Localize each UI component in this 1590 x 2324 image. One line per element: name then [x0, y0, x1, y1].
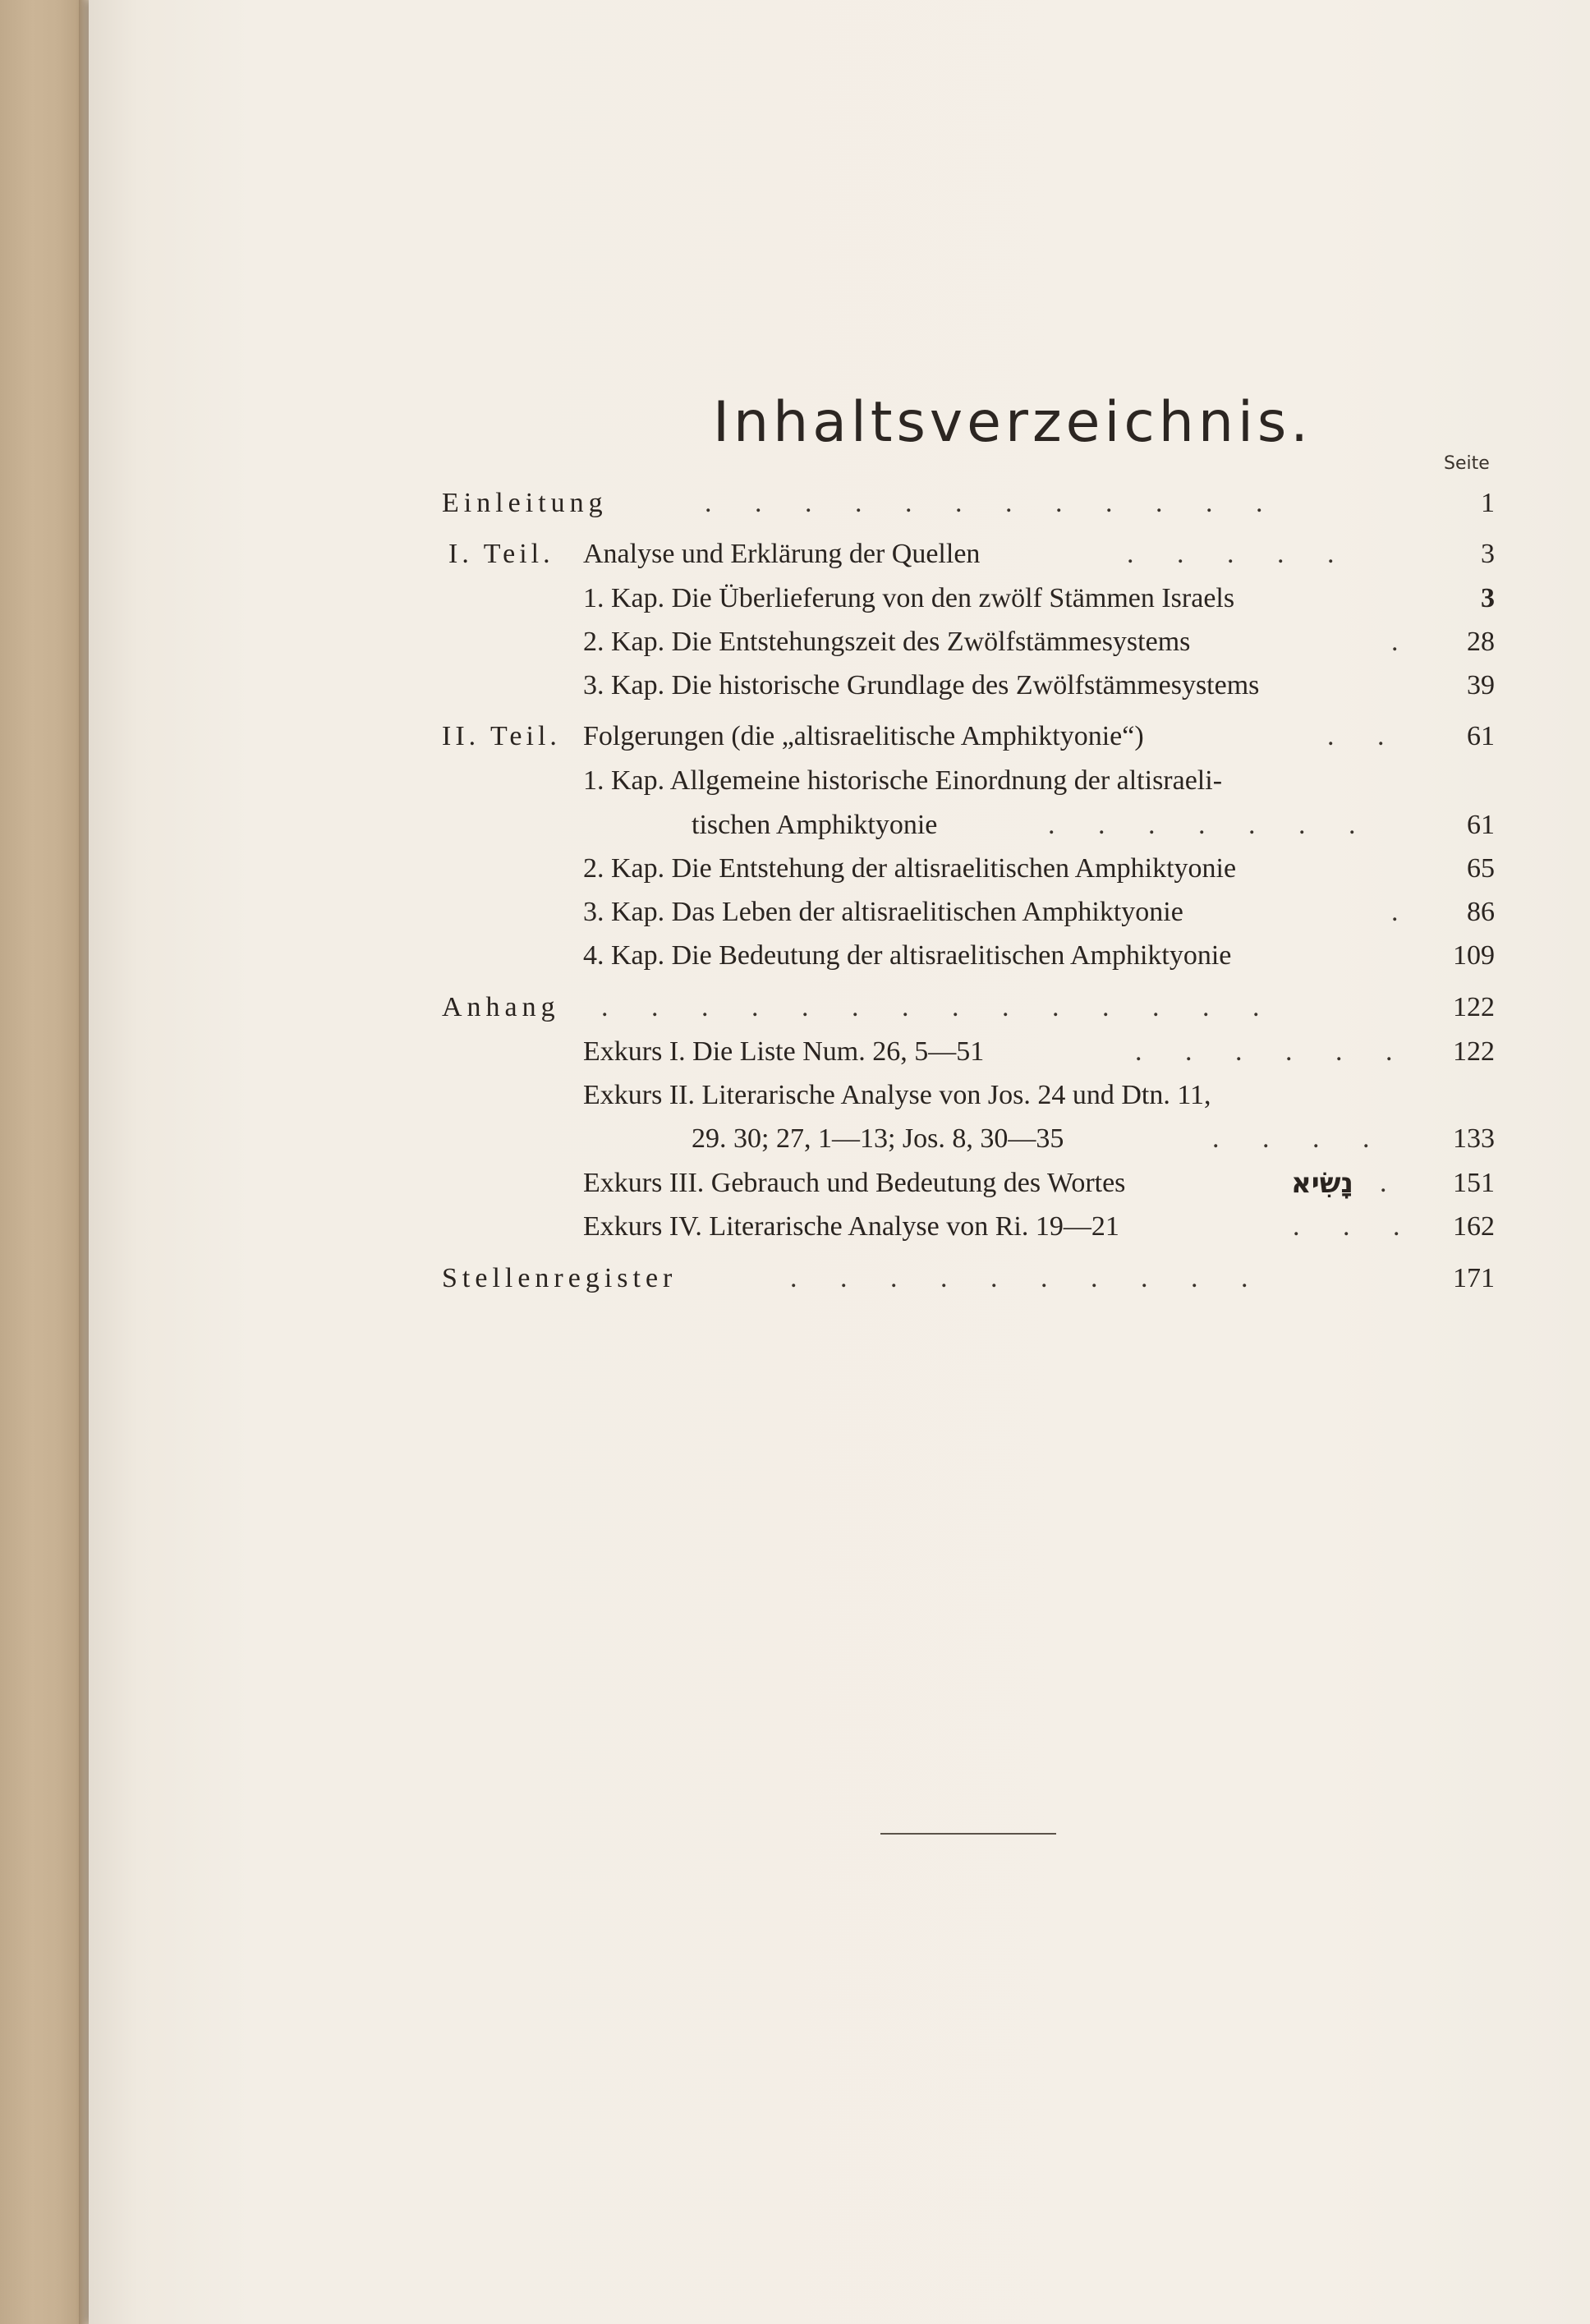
toc-entry-exkurs-3[interactable]	[583, 1163, 1495, 1204]
toc-label: 3. Kap. Das Leben der altisraelitischen Amphiktyonie	[583, 897, 1183, 927]
toc-label: Exkurs II. Literarische Analyse von Jos. 24 und Dtn. 11,	[583, 1080, 1211, 1110]
leader-dots: .	[1391, 627, 1417, 657]
toc-label: Exkurs I. Die Liste Num. 26, 5—51	[583, 1036, 985, 1067]
closing-rule	[880, 1833, 1056, 1835]
toc-entry-anhang[interactable]	[442, 987, 1495, 1028]
toc-entry-kap-2-2[interactable]	[583, 848, 1495, 889]
book-page	[89, 0, 1590, 2324]
toc-label: 2. Kap. Die Entstehung der altisraelitischen Amphiktyonie	[583, 853, 1237, 884]
page-column-header: Seite	[1444, 453, 1490, 474]
toc-entry-kap-1-3[interactable]	[583, 665, 1495, 706]
leader-dots: . . . . . . . . . . . .	[705, 488, 1281, 518]
toc-page: 3	[1481, 583, 1495, 613]
toc-entry-einleitung[interactable]	[442, 483, 1495, 524]
toc-page: 39	[1467, 670, 1495, 700]
toc-label-prefix: I. Teil.	[448, 539, 554, 569]
toc-entry-exkurs-2-cont[interactable]	[583, 1118, 1495, 1160]
toc-label: Anhang	[442, 992, 560, 1022]
leader-dots: . . . . . . . . . .	[790, 1263, 1266, 1293]
toc-label-cont: tischen Amphiktyonie	[692, 810, 938, 840]
leader-dots: . .	[1327, 721, 1403, 751]
page-title: Inhaltsverzeichnis.	[713, 390, 1312, 455]
leader-dots: . . . .	[1212, 1123, 1388, 1154]
toc-label: Exkurs IV. Literarische Analyse von Ri. 19—21	[583, 1211, 1119, 1242]
leader-dots: . . . . . . .	[1048, 810, 1374, 840]
hebrew-word: נָשִׂיא	[1291, 1167, 1353, 1200]
toc-label: 4. Kap. Die Bedeutung der altisraelitischen Amphiktyonie	[583, 940, 1232, 971]
toc-label: Stellenregister	[442, 1263, 678, 1293]
leader-dots: . . . . .	[1127, 539, 1353, 569]
toc-page: 61	[1467, 721, 1495, 751]
toc-label: 1. Kap. Die Überlieferung von den zwölf Stämmen Israels	[583, 583, 1235, 613]
leader-dots: .	[1391, 897, 1417, 927]
toc-entry-stellenregister[interactable]	[442, 1258, 1495, 1299]
toc-entry-kap-2-1-cont[interactable]	[583, 805, 1495, 846]
toc-label: 3. Kap. Die historische Grundlage des Zwölfstämmesystems	[583, 670, 1260, 700]
toc-entry-exkurs-4[interactable]	[583, 1206, 1495, 1247]
toc-entry-exkurs-1[interactable]	[583, 1031, 1495, 1072]
toc-page: 133	[1453, 1123, 1495, 1154]
toc-entry-kap-1-1[interactable]	[583, 578, 1495, 619]
toc-page: 1	[1481, 488, 1495, 518]
leader-dots: . . . . . .	[1135, 1036, 1411, 1067]
toc-page: 109	[1453, 940, 1495, 971]
toc-label: Exkurs III. Gebrauch und Bedeutung des Wortes	[583, 1168, 1126, 1198]
toc-entry-teil-1[interactable]	[448, 534, 1495, 575]
toc-page: 122	[1453, 1036, 1495, 1067]
toc-page: 151	[1453, 1168, 1495, 1198]
toc-entry-kap-2-1[interactable]	[583, 760, 1495, 801]
toc-entry-kap-2-3[interactable]	[583, 892, 1495, 933]
toc-entry-kap-1-2[interactable]	[583, 622, 1495, 663]
toc-page: 86	[1467, 897, 1495, 927]
toc-entry-teil-2[interactable]	[442, 716, 1495, 757]
toc-label-prefix: II. Teil.	[442, 721, 561, 751]
toc-entry-kap-2-4[interactable]	[583, 935, 1495, 976]
toc-label: 2. Kap. Die Entstehungszeit des Zwölfstämmesystems	[583, 627, 1191, 657]
toc-label: 1. Kap. Allgemeine historische Einordnung der altisraeli-	[583, 765, 1223, 796]
toc-label: Analyse und Erklärung der Quellen	[583, 539, 981, 569]
toc-label-cont: 29. 30; 27, 1—13; Jos. 8, 30—35	[692, 1123, 1064, 1154]
toc-entry-exkurs-2[interactable]	[583, 1075, 1495, 1116]
toc-page: 28	[1467, 627, 1495, 657]
leader-dots: . . .	[1293, 1211, 1418, 1242]
toc-page: 61	[1467, 810, 1495, 840]
toc-label: Folgerungen (die „altisraelitische Amphiktyonie“)	[583, 721, 1144, 751]
leader-dots: .	[1380, 1168, 1405, 1198]
toc-page: 65	[1467, 853, 1495, 884]
toc-page: 162	[1453, 1211, 1495, 1242]
toc-label: Einleitung	[442, 488, 608, 518]
leader-dots: . . . . . . . . . . . . . .	[601, 992, 1278, 1022]
toc-page: 3	[1481, 539, 1495, 569]
toc-page: 122	[1453, 992, 1495, 1022]
toc-page: 171	[1453, 1263, 1495, 1293]
